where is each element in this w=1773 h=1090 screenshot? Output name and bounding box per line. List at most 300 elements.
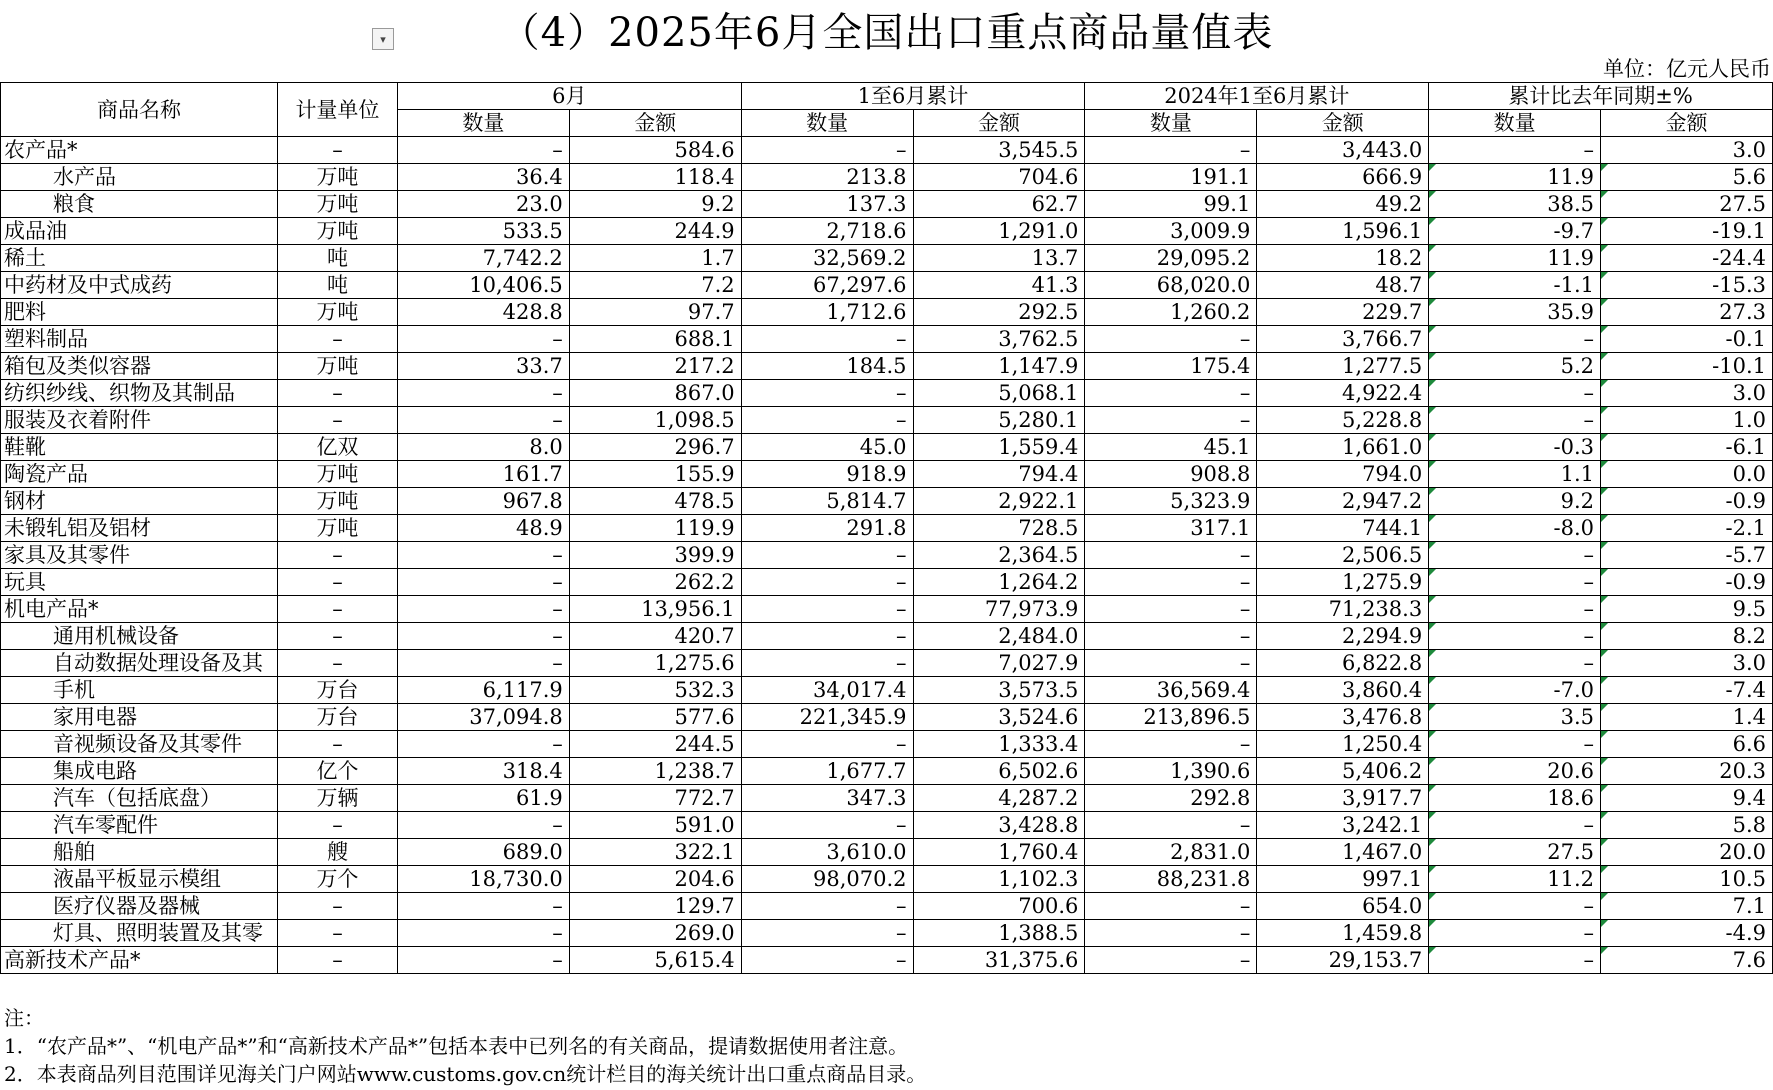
- unit-cell[interactable]: –: [277, 569, 397, 596]
- value-cell[interactable]: 7,027.9: [913, 650, 1085, 677]
- value-cell[interactable]: 8.2: [1601, 623, 1773, 650]
- value-cell[interactable]: 11.2: [1429, 866, 1601, 893]
- value-cell[interactable]: 1,291.0: [913, 218, 1085, 245]
- value-cell[interactable]: 118.4: [569, 164, 741, 191]
- value-cell[interactable]: –: [397, 947, 569, 974]
- value-cell[interactable]: –: [741, 596, 913, 623]
- value-cell[interactable]: 997.1: [1257, 866, 1429, 893]
- value-cell[interactable]: 3,573.5: [913, 677, 1085, 704]
- unit-cell[interactable]: –: [277, 650, 397, 677]
- value-cell[interactable]: 7.1: [1601, 893, 1773, 920]
- value-cell[interactable]: 1.4: [1601, 704, 1773, 731]
- value-cell[interactable]: 3,428.8: [913, 812, 1085, 839]
- value-cell[interactable]: 577.6: [569, 704, 741, 731]
- value-cell[interactable]: 1,147.9: [913, 353, 1085, 380]
- unit-cell[interactable]: –: [277, 812, 397, 839]
- value-cell[interactable]: 4,287.2: [913, 785, 1085, 812]
- value-cell[interactable]: 1,459.8: [1257, 920, 1429, 947]
- value-cell[interactable]: 1,559.4: [913, 434, 1085, 461]
- value-cell[interactable]: -19.1: [1601, 218, 1773, 245]
- value-cell[interactable]: 533.5: [397, 218, 569, 245]
- value-cell[interactable]: 318.4: [397, 758, 569, 785]
- value-cell[interactable]: 27.3: [1601, 299, 1773, 326]
- value-cell[interactable]: 688.1: [569, 326, 741, 353]
- value-cell[interactable]: 229.7: [1257, 299, 1429, 326]
- value-cell[interactable]: 744.1: [1257, 515, 1429, 542]
- commodity-name-cell[interactable]: 中药材及中式成药: [1, 272, 278, 299]
- value-cell[interactable]: –: [741, 731, 913, 758]
- value-cell[interactable]: -7.4: [1601, 677, 1773, 704]
- value-cell[interactable]: 6,117.9: [397, 677, 569, 704]
- value-cell[interactable]: –: [397, 596, 569, 623]
- value-cell[interactable]: –: [1085, 569, 1257, 596]
- value-cell[interactable]: –: [397, 542, 569, 569]
- value-cell[interactable]: 5,814.7: [741, 488, 913, 515]
- filter-dropdown-icon[interactable]: ▾: [372, 28, 394, 50]
- value-cell[interactable]: 5.6: [1601, 164, 1773, 191]
- value-cell[interactable]: 478.5: [569, 488, 741, 515]
- value-cell[interactable]: 2,484.0: [913, 623, 1085, 650]
- value-cell[interactable]: 262.2: [569, 569, 741, 596]
- value-cell[interactable]: 1.7: [569, 245, 741, 272]
- value-cell[interactable]: 794.4: [913, 461, 1085, 488]
- value-cell[interactable]: 61.9: [397, 785, 569, 812]
- value-cell[interactable]: 5,280.1: [913, 407, 1085, 434]
- value-cell[interactable]: 3,762.5: [913, 326, 1085, 353]
- value-cell[interactable]: 213.8: [741, 164, 913, 191]
- value-cell[interactable]: –: [1429, 947, 1601, 974]
- value-cell[interactable]: 119.9: [569, 515, 741, 542]
- value-cell[interactable]: 184.5: [741, 353, 913, 380]
- value-cell[interactable]: 20.6: [1429, 758, 1601, 785]
- value-cell[interactable]: –: [1085, 893, 1257, 920]
- value-cell[interactable]: –: [1429, 542, 1601, 569]
- commodity-name-cell[interactable]: 高新技术产品*: [1, 947, 278, 974]
- unit-cell[interactable]: –: [277, 920, 397, 947]
- value-cell[interactable]: -0.3: [1429, 434, 1601, 461]
- value-cell[interactable]: 244.9: [569, 218, 741, 245]
- value-cell[interactable]: –: [397, 623, 569, 650]
- value-cell[interactable]: -9.7: [1429, 218, 1601, 245]
- commodity-name-cell[interactable]: 未锻轧铝及铝材: [1, 515, 278, 542]
- value-cell[interactable]: 5.2: [1429, 353, 1601, 380]
- commodity-name-cell[interactable]: 玩具: [1, 569, 278, 596]
- value-cell[interactable]: 34,017.4: [741, 677, 913, 704]
- value-cell[interactable]: 45.0: [741, 434, 913, 461]
- value-cell[interactable]: 35.9: [1429, 299, 1601, 326]
- value-cell[interactable]: 217.2: [569, 353, 741, 380]
- value-cell[interactable]: –: [1429, 407, 1601, 434]
- value-cell[interactable]: 3,917.7: [1257, 785, 1429, 812]
- value-cell[interactable]: 48.9: [397, 515, 569, 542]
- value-cell[interactable]: 2,506.5: [1257, 542, 1429, 569]
- value-cell[interactable]: 204.6: [569, 866, 741, 893]
- unit-cell[interactable]: 万吨: [277, 515, 397, 542]
- value-cell[interactable]: 794.0: [1257, 461, 1429, 488]
- value-cell[interactable]: –: [397, 920, 569, 947]
- value-cell[interactable]: –: [397, 137, 569, 164]
- value-cell[interactable]: 269.0: [569, 920, 741, 947]
- unit-cell[interactable]: 万个: [277, 866, 397, 893]
- value-cell[interactable]: –: [1429, 326, 1601, 353]
- value-cell[interactable]: 296.7: [569, 434, 741, 461]
- value-cell[interactable]: 244.5: [569, 731, 741, 758]
- value-cell[interactable]: –: [741, 920, 913, 947]
- value-cell[interactable]: –: [741, 407, 913, 434]
- value-cell[interactable]: –: [1085, 623, 1257, 650]
- unit-cell[interactable]: –: [277, 947, 397, 974]
- value-cell[interactable]: 41.3: [913, 272, 1085, 299]
- value-cell[interactable]: 1,102.3: [913, 866, 1085, 893]
- value-cell[interactable]: –: [1085, 326, 1257, 353]
- unit-cell[interactable]: 万吨: [277, 488, 397, 515]
- value-cell[interactable]: 3,476.8: [1257, 704, 1429, 731]
- unit-cell[interactable]: 万台: [277, 677, 397, 704]
- value-cell[interactable]: 772.7: [569, 785, 741, 812]
- value-cell[interactable]: –: [397, 380, 569, 407]
- value-cell[interactable]: 20.0: [1601, 839, 1773, 866]
- value-cell[interactable]: 99.1: [1085, 191, 1257, 218]
- value-cell[interactable]: 7.2: [569, 272, 741, 299]
- value-cell[interactable]: -5.7: [1601, 542, 1773, 569]
- commodity-name-cell[interactable]: 汽车（包括底盘）: [1, 785, 278, 812]
- value-cell[interactable]: –: [741, 542, 913, 569]
- value-cell[interactable]: –: [397, 650, 569, 677]
- value-cell[interactable]: –: [397, 326, 569, 353]
- value-cell[interactable]: 5,228.8: [1257, 407, 1429, 434]
- unit-cell[interactable]: –: [277, 731, 397, 758]
- value-cell[interactable]: 155.9: [569, 461, 741, 488]
- value-cell[interactable]: 29,153.7: [1257, 947, 1429, 974]
- unit-cell[interactable]: –: [277, 326, 397, 353]
- commodity-name-cell[interactable]: 机电产品*: [1, 596, 278, 623]
- value-cell[interactable]: 1,333.4: [913, 731, 1085, 758]
- value-cell[interactable]: –: [1429, 731, 1601, 758]
- value-cell[interactable]: –: [1429, 812, 1601, 839]
- value-cell[interactable]: –: [1085, 542, 1257, 569]
- commodity-name-cell[interactable]: 鞋靴: [1, 434, 278, 461]
- value-cell[interactable]: 27.5: [1429, 839, 1601, 866]
- value-cell[interactable]: 98,070.2: [741, 866, 913, 893]
- value-cell[interactable]: -7.0: [1429, 677, 1601, 704]
- unit-cell[interactable]: 亿双: [277, 434, 397, 461]
- value-cell[interactable]: 23.0: [397, 191, 569, 218]
- unit-cell[interactable]: –: [277, 596, 397, 623]
- unit-cell[interactable]: 万吨: [277, 353, 397, 380]
- commodity-name-cell[interactable]: 液晶平板显示模组: [1, 866, 278, 893]
- value-cell[interactable]: 3,443.0: [1257, 137, 1429, 164]
- unit-cell[interactable]: 艘: [277, 839, 397, 866]
- value-cell[interactable]: 36,569.4: [1085, 677, 1257, 704]
- value-cell[interactable]: 2,718.6: [741, 218, 913, 245]
- value-cell[interactable]: -1.1: [1429, 272, 1601, 299]
- value-cell[interactable]: 9.4: [1601, 785, 1773, 812]
- value-cell[interactable]: –: [741, 812, 913, 839]
- value-cell[interactable]: 31,375.6: [913, 947, 1085, 974]
- value-cell[interactable]: 29,095.2: [1085, 245, 1257, 272]
- commodity-name-cell[interactable]: 集成电路: [1, 758, 278, 785]
- value-cell[interactable]: –: [1429, 596, 1601, 623]
- commodity-name-cell[interactable]: 塑料制品: [1, 326, 278, 353]
- value-cell[interactable]: 3,610.0: [741, 839, 913, 866]
- value-cell[interactable]: 1,275.9: [1257, 569, 1429, 596]
- value-cell[interactable]: 0.0: [1601, 461, 1773, 488]
- value-cell[interactable]: 584.6: [569, 137, 741, 164]
- value-cell[interactable]: 11.9: [1429, 245, 1601, 272]
- value-cell[interactable]: 49.2: [1257, 191, 1429, 218]
- value-cell[interactable]: 32,569.2: [741, 245, 913, 272]
- value-cell[interactable]: 62.7: [913, 191, 1085, 218]
- value-cell[interactable]: 5,068.1: [913, 380, 1085, 407]
- value-cell[interactable]: 420.7: [569, 623, 741, 650]
- value-cell[interactable]: 1,277.5: [1257, 353, 1429, 380]
- value-cell[interactable]: 2,922.1: [913, 488, 1085, 515]
- value-cell[interactable]: 38.5: [1429, 191, 1601, 218]
- commodity-name-cell[interactable]: 通用机械设备: [1, 623, 278, 650]
- value-cell[interactable]: 67,297.6: [741, 272, 913, 299]
- value-cell[interactable]: 6,502.6: [913, 758, 1085, 785]
- unit-cell[interactable]: 亿个: [277, 758, 397, 785]
- unit-cell[interactable]: –: [277, 623, 397, 650]
- commodity-name-cell[interactable]: 家用电器: [1, 704, 278, 731]
- value-cell[interactable]: 68,020.0: [1085, 272, 1257, 299]
- value-cell[interactable]: 45.1: [1085, 434, 1257, 461]
- value-cell[interactable]: –: [1085, 812, 1257, 839]
- value-cell[interactable]: 867.0: [569, 380, 741, 407]
- value-cell[interactable]: 1,098.5: [569, 407, 741, 434]
- commodity-name-cell[interactable]: 箱包及类似容器: [1, 353, 278, 380]
- value-cell[interactable]: -6.1: [1601, 434, 1773, 461]
- commodity-name-cell[interactable]: 肥料: [1, 299, 278, 326]
- value-cell[interactable]: –: [1085, 731, 1257, 758]
- value-cell[interactable]: 37,094.8: [397, 704, 569, 731]
- value-cell[interactable]: 292.5: [913, 299, 1085, 326]
- value-cell[interactable]: 3,242.1: [1257, 812, 1429, 839]
- value-cell[interactable]: 1,712.6: [741, 299, 913, 326]
- value-cell[interactable]: 7,742.2: [397, 245, 569, 272]
- value-cell[interactable]: 48.7: [1257, 272, 1429, 299]
- value-cell[interactable]: –: [1085, 380, 1257, 407]
- value-cell[interactable]: 161.7: [397, 461, 569, 488]
- value-cell[interactable]: 5,323.9: [1085, 488, 1257, 515]
- unit-cell[interactable]: –: [277, 380, 397, 407]
- unit-cell[interactable]: 万吨: [277, 461, 397, 488]
- value-cell[interactable]: 1,388.5: [913, 920, 1085, 947]
- value-cell[interactable]: 5.8: [1601, 812, 1773, 839]
- value-cell[interactable]: 322.1: [569, 839, 741, 866]
- value-cell[interactable]: 1,677.7: [741, 758, 913, 785]
- value-cell[interactable]: –: [1429, 893, 1601, 920]
- value-cell[interactable]: 3.0: [1601, 137, 1773, 164]
- value-cell[interactable]: 11.9: [1429, 164, 1601, 191]
- value-cell[interactable]: 10,406.5: [397, 272, 569, 299]
- value-cell[interactable]: –: [397, 407, 569, 434]
- value-cell[interactable]: -15.3: [1601, 272, 1773, 299]
- unit-cell[interactable]: 万台: [277, 704, 397, 731]
- value-cell[interactable]: 8.0: [397, 434, 569, 461]
- value-cell[interactable]: –: [1429, 380, 1601, 407]
- value-cell[interactable]: 1,264.2: [913, 569, 1085, 596]
- value-cell[interactable]: 129.7: [569, 893, 741, 920]
- value-cell[interactable]: –: [741, 623, 913, 650]
- value-cell[interactable]: 137.3: [741, 191, 913, 218]
- value-cell[interactable]: 591.0: [569, 812, 741, 839]
- value-cell[interactable]: 428.8: [397, 299, 569, 326]
- unit-cell[interactable]: –: [277, 407, 397, 434]
- value-cell[interactable]: 1.1: [1429, 461, 1601, 488]
- value-cell[interactable]: 221,345.9: [741, 704, 913, 731]
- value-cell[interactable]: 6.6: [1601, 731, 1773, 758]
- value-cell[interactable]: 728.5: [913, 515, 1085, 542]
- unit-cell[interactable]: 万辆: [277, 785, 397, 812]
- commodity-name-cell[interactable]: 手机: [1, 677, 278, 704]
- value-cell[interactable]: 2,364.5: [913, 542, 1085, 569]
- value-cell[interactable]: 291.8: [741, 515, 913, 542]
- value-cell[interactable]: 3,766.7: [1257, 326, 1429, 353]
- value-cell[interactable]: 10.5: [1601, 866, 1773, 893]
- value-cell[interactable]: 3,524.6: [913, 704, 1085, 731]
- value-cell[interactable]: –: [397, 569, 569, 596]
- value-cell[interactable]: -10.1: [1601, 353, 1773, 380]
- value-cell[interactable]: –: [741, 947, 913, 974]
- value-cell[interactable]: 213,896.5: [1085, 704, 1257, 731]
- commodity-name-cell[interactable]: 纺织纱线、织物及其制品: [1, 380, 278, 407]
- value-cell[interactable]: 13,956.1: [569, 596, 741, 623]
- value-cell[interactable]: 1.0: [1601, 407, 1773, 434]
- value-cell[interactable]: 908.8: [1085, 461, 1257, 488]
- value-cell[interactable]: –: [1085, 920, 1257, 947]
- value-cell[interactable]: 654.0: [1257, 893, 1429, 920]
- value-cell[interactable]: 88,231.8: [1085, 866, 1257, 893]
- value-cell[interactable]: 7.6: [1601, 947, 1773, 974]
- value-cell[interactable]: 9.2: [1429, 488, 1601, 515]
- unit-cell[interactable]: –: [277, 137, 397, 164]
- value-cell[interactable]: 3.0: [1601, 650, 1773, 677]
- value-cell[interactable]: 4,922.4: [1257, 380, 1429, 407]
- value-cell[interactable]: 3,860.4: [1257, 677, 1429, 704]
- value-cell[interactable]: -0.9: [1601, 488, 1773, 515]
- commodity-name-cell[interactable]: 稀土: [1, 245, 278, 272]
- commodity-name-cell[interactable]: 灯具、照明装置及其零: [1, 920, 278, 947]
- value-cell[interactable]: 5,406.2: [1257, 758, 1429, 785]
- value-cell[interactable]: –: [741, 326, 913, 353]
- value-cell[interactable]: 175.4: [1085, 353, 1257, 380]
- commodity-name-cell[interactable]: 成品油: [1, 218, 278, 245]
- value-cell[interactable]: –: [741, 650, 913, 677]
- value-cell[interactable]: –: [1429, 137, 1601, 164]
- value-cell[interactable]: 1,260.2: [1085, 299, 1257, 326]
- value-cell[interactable]: –: [741, 380, 913, 407]
- unit-cell[interactable]: –: [277, 542, 397, 569]
- unit-cell[interactable]: 吨: [277, 245, 397, 272]
- commodity-name-cell[interactable]: 自动数据处理设备及其: [1, 650, 278, 677]
- value-cell[interactable]: -24.4: [1601, 245, 1773, 272]
- value-cell[interactable]: -4.9: [1601, 920, 1773, 947]
- value-cell[interactable]: 1,661.0: [1257, 434, 1429, 461]
- value-cell[interactable]: 1,275.6: [569, 650, 741, 677]
- value-cell[interactable]: 6,822.8: [1257, 650, 1429, 677]
- value-cell[interactable]: 1,760.4: [913, 839, 1085, 866]
- unit-cell[interactable]: 万吨: [277, 191, 397, 218]
- commodity-name-cell[interactable]: 汽车零配件: [1, 812, 278, 839]
- commodity-name-cell[interactable]: 农产品*: [1, 137, 278, 164]
- value-cell[interactable]: –: [1085, 407, 1257, 434]
- value-cell[interactable]: 1,467.0: [1257, 839, 1429, 866]
- value-cell[interactable]: –: [741, 893, 913, 920]
- value-cell[interactable]: –: [1429, 650, 1601, 677]
- commodity-name-cell[interactable]: 粮食: [1, 191, 278, 218]
- unit-cell[interactable]: 吨: [277, 272, 397, 299]
- unit-cell[interactable]: 万吨: [277, 299, 397, 326]
- commodity-name-cell[interactable]: 医疗仪器及器械: [1, 893, 278, 920]
- value-cell[interactable]: 1,250.4: [1257, 731, 1429, 758]
- value-cell[interactable]: 3,009.9: [1085, 218, 1257, 245]
- value-cell[interactable]: 77,973.9: [913, 596, 1085, 623]
- value-cell[interactable]: 666.9: [1257, 164, 1429, 191]
- commodity-name-cell[interactable]: 钢材: [1, 488, 278, 515]
- value-cell[interactable]: 1,238.7: [569, 758, 741, 785]
- value-cell[interactable]: –: [741, 569, 913, 596]
- value-cell[interactable]: 27.5: [1601, 191, 1773, 218]
- value-cell[interactable]: 532.3: [569, 677, 741, 704]
- value-cell[interactable]: –: [1085, 137, 1257, 164]
- unit-cell[interactable]: 万吨: [277, 164, 397, 191]
- value-cell[interactable]: 18,730.0: [397, 866, 569, 893]
- value-cell[interactable]: -8.0: [1429, 515, 1601, 542]
- value-cell[interactable]: 2,294.9: [1257, 623, 1429, 650]
- value-cell[interactable]: 3.5: [1429, 704, 1601, 731]
- value-cell[interactable]: 2,947.2: [1257, 488, 1429, 515]
- value-cell[interactable]: 347.3: [741, 785, 913, 812]
- value-cell[interactable]: 20.3: [1601, 758, 1773, 785]
- value-cell[interactable]: –: [397, 731, 569, 758]
- value-cell[interactable]: –: [1429, 920, 1601, 947]
- value-cell[interactable]: 9.2: [569, 191, 741, 218]
- value-cell[interactable]: -0.9: [1601, 569, 1773, 596]
- value-cell[interactable]: 33.7: [397, 353, 569, 380]
- commodity-name-cell[interactable]: 服装及衣着附件: [1, 407, 278, 434]
- value-cell[interactable]: 317.1: [1085, 515, 1257, 542]
- value-cell[interactable]: –: [1429, 623, 1601, 650]
- value-cell[interactable]: -2.1: [1601, 515, 1773, 542]
- value-cell[interactable]: –: [1085, 947, 1257, 974]
- value-cell[interactable]: 3,545.5: [913, 137, 1085, 164]
- value-cell[interactable]: 191.1: [1085, 164, 1257, 191]
- value-cell[interactable]: 13.7: [913, 245, 1085, 272]
- value-cell[interactable]: –: [1085, 596, 1257, 623]
- value-cell[interactable]: 967.8: [397, 488, 569, 515]
- value-cell[interactable]: 36.4: [397, 164, 569, 191]
- value-cell[interactable]: –: [1085, 650, 1257, 677]
- value-cell[interactable]: 292.8: [1085, 785, 1257, 812]
- unit-cell[interactable]: 万吨: [277, 218, 397, 245]
- commodity-name-cell[interactable]: 家具及其零件: [1, 542, 278, 569]
- value-cell[interactable]: –: [397, 893, 569, 920]
- value-cell[interactable]: 18.2: [1257, 245, 1429, 272]
- value-cell[interactable]: 5,615.4: [569, 947, 741, 974]
- value-cell[interactable]: –: [397, 812, 569, 839]
- value-cell[interactable]: 3.0: [1601, 380, 1773, 407]
- unit-cell[interactable]: –: [277, 893, 397, 920]
- value-cell[interactable]: 700.6: [913, 893, 1085, 920]
- commodity-name-cell[interactable]: 船舶: [1, 839, 278, 866]
- value-cell[interactable]: 918.9: [741, 461, 913, 488]
- commodity-name-cell[interactable]: 水产品: [1, 164, 278, 191]
- value-cell[interactable]: –: [1429, 569, 1601, 596]
- value-cell[interactable]: 1,390.6: [1085, 758, 1257, 785]
- value-cell[interactable]: 689.0: [397, 839, 569, 866]
- value-cell[interactable]: 1,596.1: [1257, 218, 1429, 245]
